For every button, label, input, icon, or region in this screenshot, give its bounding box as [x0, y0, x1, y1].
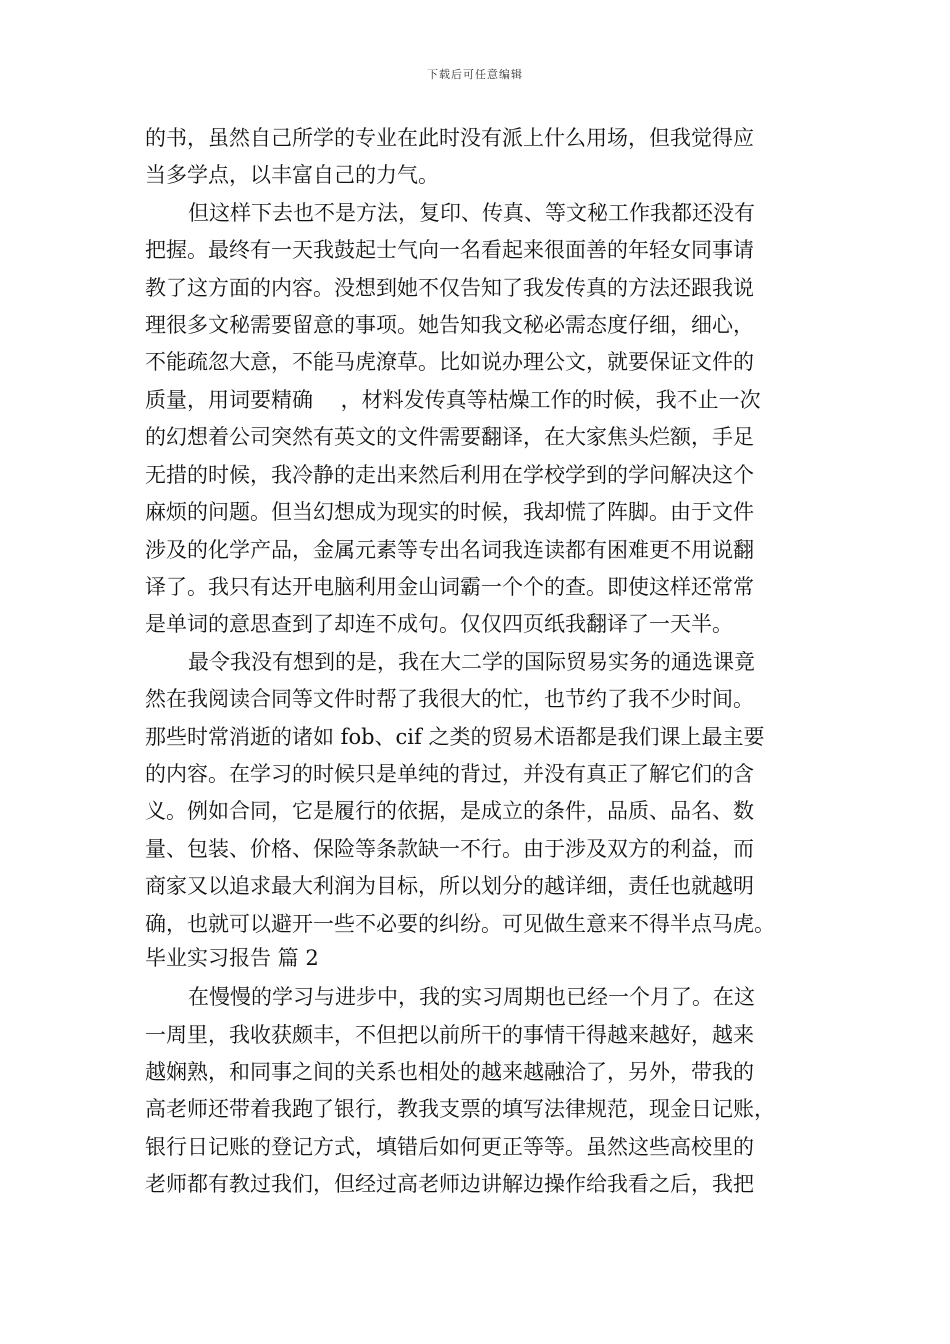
body-line: 的书，虽然自己所学的专业在此时没有派上什么用场，但我觉得应: [145, 126, 754, 150]
body-line: 然在我阅读合同等文件时帮了我很大的忙，也节约了我不少时间。: [145, 687, 754, 711]
body-line: 商家又以追求最大利润为目标，所以划分的越详细，责任也就越明: [145, 874, 754, 898]
body-line: 质量，用词要精确 ，材料发传真等枯燥工作的时候，我不止一次: [145, 388, 761, 412]
body-line: 那些时常消逝的诸如 fob、cif 之类的贸易术语都是我们课上最主要: [145, 725, 765, 749]
body-line: 无措的时候，我冷静的走出来然后利用在学校学到的学问解决这个: [145, 463, 754, 487]
body-line: 但这样下去也不是方法，复印、传真、等文秘工作我都还没有: [188, 201, 755, 225]
body-line: 理很多文秘需要留意的事项。她告知我文秘必需态度仔细，细心，: [145, 313, 754, 337]
body-line: 当多学点，以丰富自己的力气。: [145, 163, 439, 187]
body-line: 译了。我只有达开电脑利用金山词霸一个个的查。即使这样还常常: [145, 575, 754, 599]
body-line: 越娴熟，和同事之间的关系也相处的越来越融洽了，另外，带我的: [145, 1060, 754, 1084]
body-line: 教了这方面的内容。没想到她不仅告知了我发传真的方法还跟我说: [145, 276, 754, 300]
body-line: 高老师还带着我跑了银行，教我支票的填写法律规范，现金日记账，: [145, 1097, 775, 1121]
body-line: 不能疏忽大意，不能马虎潦草。比如说办理公文，就要保证文件的: [145, 350, 754, 374]
body-line: 一周里，我收获颇丰，不但把以前所干的事情干得越来越好，越来: [145, 1023, 754, 1047]
body-line: 确，也就可以避开一些不必要的纠纷。可见做生意来不得半点马虎。: [145, 912, 775, 936]
body-line: 是单词的意思查到了却连不成句。仅仅四页纸我翻译了一天半。: [145, 612, 733, 636]
body-line: 把握。最终有一天我鼓起士气向一名看起来很面善的年轻女同事请: [145, 238, 754, 262]
body-line: 的幻想着公司突然有英文的文件需要翻译，在大家焦头烂额，手足: [145, 425, 754, 449]
body-line: 涉及的化学产品，金属元素等专出名词我连读都有困难更不用说翻: [145, 538, 754, 562]
body-line: 银行日记账的登记方式，填错后如何更正等等。虽然这些高校里的: [145, 1135, 754, 1159]
body-line: 在慢慢的学习与进步中，我的实习周期也已经一个月了。在这: [188, 985, 755, 1009]
body-line: 最令我没有想到的是，我在大二学的国际贸易实务的通选课竟: [188, 650, 755, 674]
section-heading: 毕业实习报告 篇 2: [145, 946, 319, 970]
body-line: 的内容。在学习的时候只是单纯的背过，并没有真正了解它们的含: [145, 762, 754, 786]
body-line: 老师都有教过我们，但经过高老师边讲解边操作给我看之后，我把: [145, 1172, 754, 1196]
body-line: 量、包装、价格、保险等条款缺一不行。由于涉及双方的利益，而: [145, 837, 754, 861]
page-header: 下载后可任意编辑: [427, 68, 523, 81]
body-line: 义。例如合同，它是履行的依据，是成立的条件，品质、品名、数: [145, 799, 754, 823]
body-line: 麻烦的问题。但当幻想成为现实的时候，我却慌了阵脚。由于文件: [145, 500, 754, 524]
